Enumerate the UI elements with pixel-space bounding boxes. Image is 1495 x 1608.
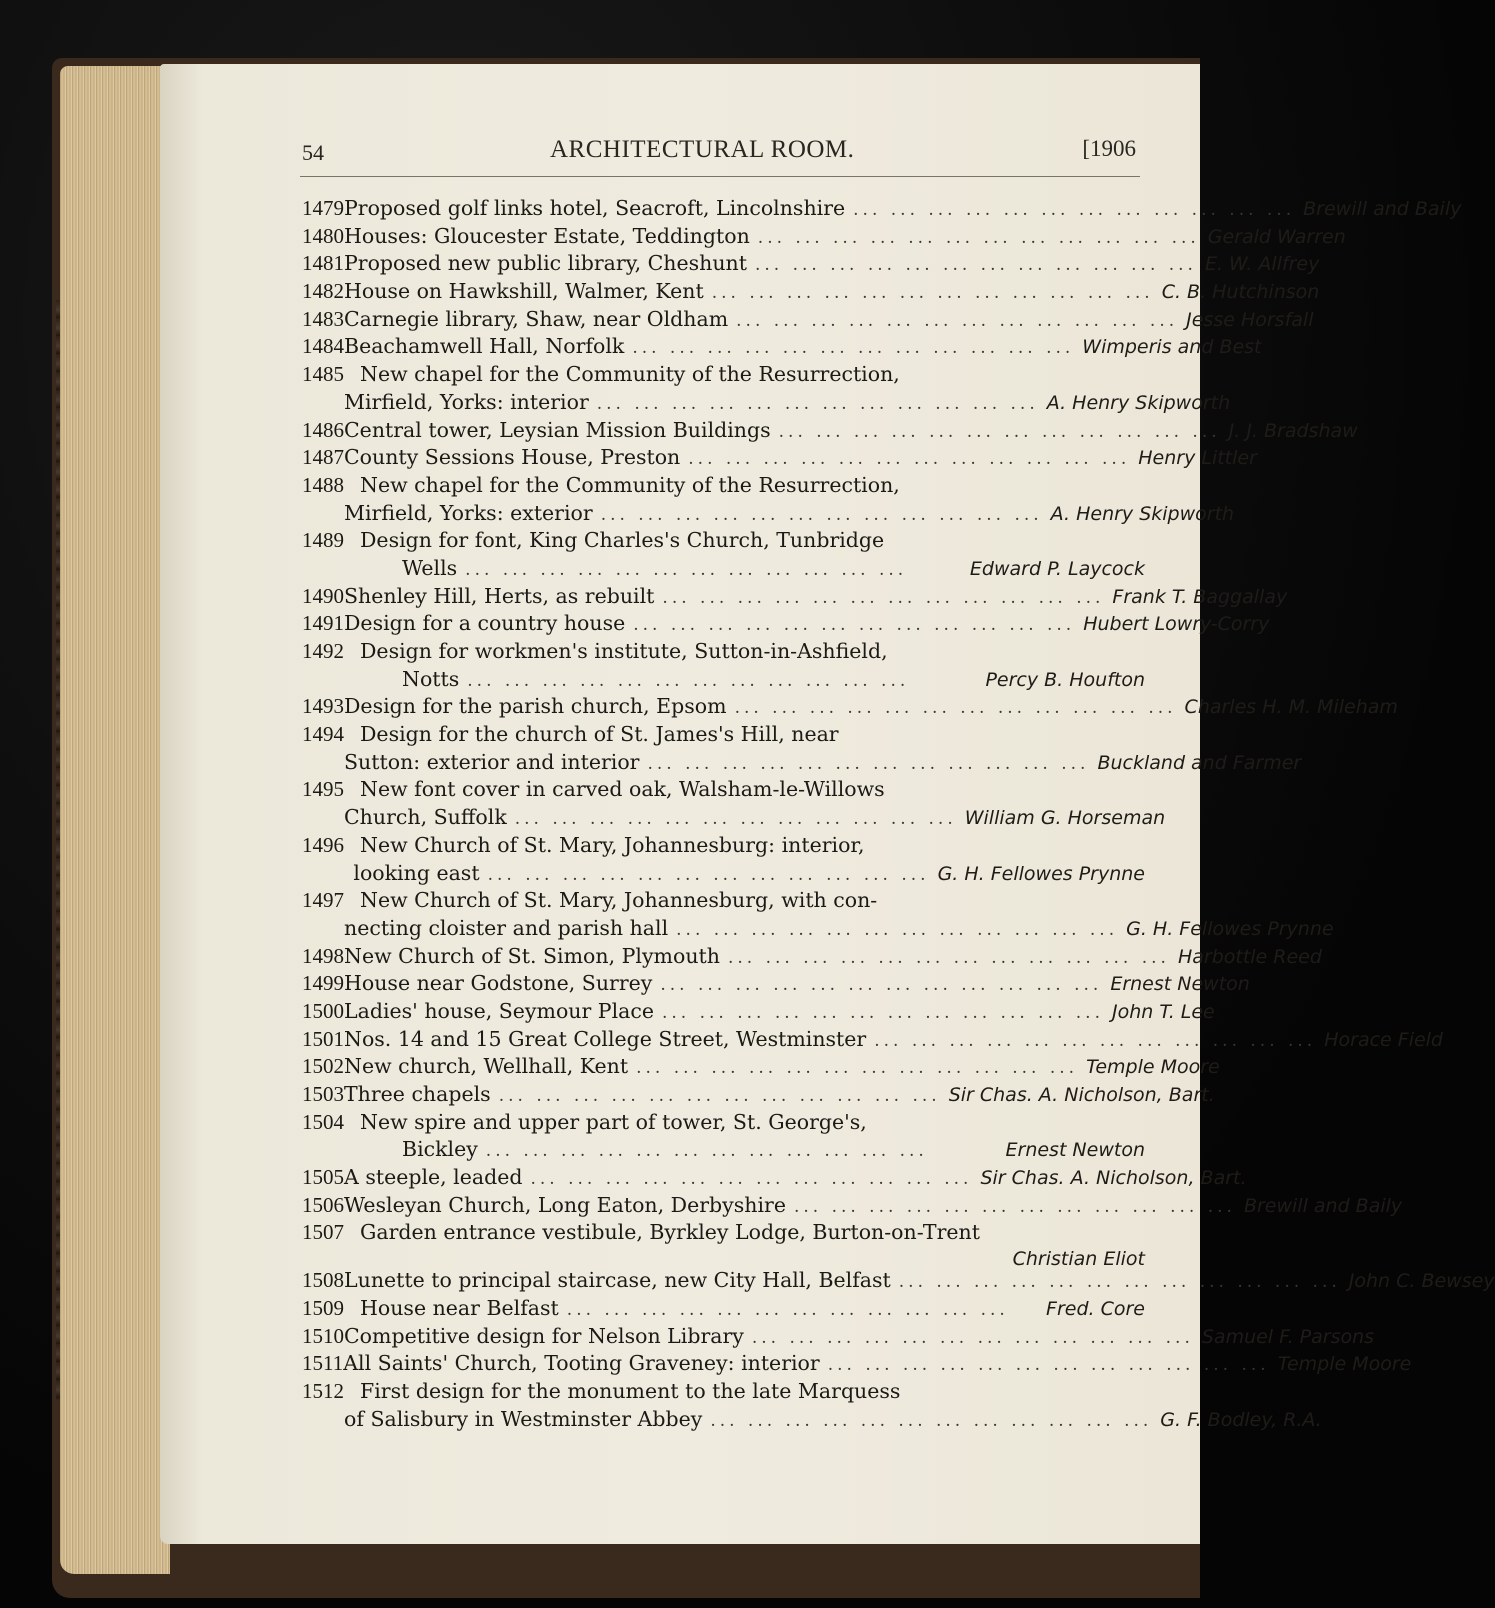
entry-number: 1501 [302, 1026, 344, 1051]
entry-architect: E. W. Allfrey [1204, 253, 1320, 276]
entry-title: Competitive design for Nelson Library [344, 1323, 744, 1348]
leader-dots: ... ... ... ... ... ... ... ... ... ... ... ... [514, 809, 957, 830]
entry-architect: Temple Moore [1277, 1353, 1412, 1376]
leader-dots: ... ... ... ... ... ... ... ... ... ... ... ... [793, 1196, 1236, 1217]
leader-dots: ... ... ... ... ... ... ... ... ... ... ... ... [487, 864, 930, 885]
entry-architect: Fred. Core [1046, 1297, 1145, 1320]
catalogue-entry [300, 1323, 1375, 1352]
entry-architect: Gerald Warren [1207, 225, 1346, 248]
catalogue-entry [300, 445, 1257, 473]
leader-dots: ... ... ... ... ... ... ... ... ... ... ... ... [660, 975, 1103, 996]
leader-dots: ... ... ... ... ... ... ... ... ... ... ... ... [853, 200, 1296, 220]
leader-dots: ... ... ... ... ... ... ... ... ... ... ... ... [827, 1355, 1270, 1376]
catalogue-entry [300, 1192, 1403, 1221]
catalogue-entry [300, 279, 1320, 307]
leader-dots: ... ... ... ... ... ... ... ... ... ... ... ... [498, 1086, 941, 1106]
entry-architect: G. F. Bodley, R.A. [1160, 1408, 1322, 1431]
leader-dots: ... ... ... ... ... ... ... ... ... ... ... ... [662, 587, 1105, 608]
entry-title: Proposed golf links hotel, Seacroft, Lincolnshire [344, 196, 846, 220]
catalogue-entry [300, 694, 1398, 722]
catalogue-entry [300, 334, 1262, 362]
entry-architect: A. Henry Skipworth [1050, 502, 1235, 525]
entry-title: Bickley [402, 1137, 478, 1162]
entry-title: Beachamwell Hall, Norfolk [344, 334, 625, 359]
entry-architect: Henry Littler [1138, 447, 1257, 470]
entry-number: 1491 [302, 611, 344, 636]
entry-title: Design for workmen's institute, Sutton-in-Ashfield, [360, 639, 888, 663]
page-title: ARCHITECTURAL ROOM. [550, 136, 855, 163]
catalogue-entry [300, 251, 1320, 279]
leader-dots: ... ... ... ... ... ... ... ... ... ... ... ... [751, 1327, 1194, 1348]
leader-dots: ... ... ... ... ... ... ... ... ... ... ... ... [710, 1410, 1153, 1431]
entry-title: Design for a country house [344, 611, 626, 636]
catalogue-entry [300, 1082, 1215, 1110]
entry-title: Proposed new public library, Cheshunt [344, 251, 747, 276]
entry-number: 1484 [302, 334, 344, 359]
entry-architect: John C. Bewsey [1348, 1270, 1495, 1293]
leader-dots: ... ... ... ... ... ... ... ... ... ... ... ... [662, 1002, 1104, 1023]
entry-number: 1505 [302, 1165, 344, 1190]
entry-title: Design for font, King Charles's Church, Tunbridge [360, 528, 885, 553]
entry-architect: Ernest Newton [1110, 973, 1250, 996]
entry-number: 1489 [302, 528, 344, 553]
leader-dots: ... ... ... ... ... ... ... ... ... ... ... ... [757, 227, 1200, 248]
entry-architect: J. J. Bradshaw [1228, 419, 1358, 442]
entry-number: 1482 [302, 279, 344, 304]
entry-number: 1494 [302, 722, 344, 747]
catalogue-list [300, 196, 1495, 1434]
leader-dots: ... ... ... ... ... ... ... ... ... ... ... ... [596, 393, 1039, 414]
leader-dots: ... ... ... ... ... ... ... ... ... ... ... ... [778, 421, 1221, 442]
catalogue-entry [300, 472, 1235, 528]
entry-title: County Sessions House, Preston [344, 445, 681, 470]
catalogue-entry [300, 1026, 1443, 1055]
leader-dots: ... ... ... ... ... ... ... ... ... ... ... ... [688, 449, 1131, 470]
entry-title: Mirfield, Yorks: interior [344, 389, 589, 414]
entry-number: 1492 [302, 639, 344, 663]
entry-title: New chapel for the Community of the Resurrection, [360, 472, 900, 497]
entry-number: 1486 [302, 417, 344, 442]
entry-number: 1495 [302, 777, 344, 802]
page-year: [1906 [1082, 136, 1136, 161]
entry-number: 1480 [302, 223, 344, 248]
entry-architect: Sir Chas. A. Nicholson, Bart. [948, 1084, 1215, 1106]
entry-title: Sutton: exterior and interior [344, 749, 640, 774]
leader-dots: ... ... ... ... ... ... ... ... ... ... ... ... [754, 255, 1197, 276]
catalogue-entry [300, 1220, 1145, 1271]
entry-architect: Ernest Newton [1005, 1139, 1145, 1162]
entry-architect: Sir Chas. A. Nicholson, Bart. [980, 1167, 1247, 1190]
entry-title: First design for the monument to the late Marquess [360, 1378, 901, 1403]
catalogue-entry [300, 888, 1334, 943]
entry-number: 1497 [302, 888, 344, 913]
entry-architect: Percy B. Houfton [985, 668, 1145, 691]
page-header [300, 136, 1140, 172]
entry-architect: Samuel F. Parsons [1201, 1325, 1375, 1348]
entry-number: 1502 [302, 1054, 344, 1079]
entry-title: Garden entrance vestibule, Byrkley Lodge, Burton-on-Trent [360, 1220, 980, 1245]
entry-architect: G. H. Fellowes Prynne [937, 862, 1145, 885]
catalogue-entry [300, 362, 1231, 417]
entry-number: 1503 [302, 1082, 344, 1106]
catalogue-entry [300, 583, 1288, 612]
entry-number: 1510 [302, 1323, 344, 1348]
entry-architect: Harbottle Reed [1177, 945, 1322, 968]
catalogue-entry [300, 223, 1346, 252]
entry-number: 1483 [302, 306, 344, 331]
catalogue-entry [300, 833, 1145, 888]
entry-title: All Saints' Church, Tooting Graveney: interior [343, 1351, 820, 1376]
entry-title: Shenley Hill, Herts, as rebuilt [344, 583, 655, 608]
catalogue-entry [300, 417, 1358, 446]
catalogue-entry [300, 1054, 1220, 1082]
entry-number: 1500 [302, 998, 344, 1023]
entry-number: 1506 [302, 1192, 344, 1217]
leader-dots: ... ... ... ... ... ... ... ... ... ... ... ... [636, 1058, 1079, 1079]
leader-dots: ... ... ... ... ... ... ... ... ... ... ... ... [485, 1141, 928, 1162]
entry-title: Ladies' house, Seymour Place [344, 998, 654, 1023]
entry-title: New Church of St. Mary, Johannesburg: interior, [360, 832, 865, 857]
entry-architect: Frank T. Baggallay [1112, 585, 1288, 608]
entry-number: 1496 [302, 832, 344, 857]
entry-title: Design for the parish church, Epsom [344, 694, 727, 719]
entry-title: New Church of St. Simon, Plymouth [344, 943, 720, 968]
catalogue-entry [300, 1165, 1247, 1193]
catalogue-entry [300, 528, 1145, 583]
entry-architect: Brewill and Baily [1243, 1194, 1403, 1217]
entry-architect: Jesse Horsfall [1186, 308, 1314, 331]
leader-dots: ... ... ... ... ... ... ... ... ... ... ... ... [467, 670, 910, 691]
leader-dots: ... ... ... ... ... ... ... ... ... ... ... ... [736, 310, 1179, 331]
entry-architect: Charles H. M. Mileham [1184, 696, 1398, 719]
entry-architect: Wimperis and Best [1082, 336, 1262, 359]
entry-title: House on Hawkshill, Walmer, Kent [344, 279, 704, 304]
entry-title: New Church of St. Mary, Johannesburg, with con- [360, 888, 878, 913]
entry-architect: Brewill and Baily [1303, 198, 1462, 220]
catalogue-entry [300, 1268, 1495, 1296]
entry-number: 1507 [302, 1220, 344, 1245]
leader-dots: ... ... ... ... ... ... ... ... ... ... ... ... [633, 615, 1076, 636]
entry-number: 1509 [302, 1295, 344, 1320]
entry-architect: John T. Lee [1111, 1000, 1215, 1023]
leader-dots: ... ... ... ... ... ... ... ... ... ... ... ... [711, 283, 1154, 304]
catalogue-entry [300, 1296, 1145, 1324]
entry-title: Notts [402, 666, 460, 691]
entry-title: Houses: Gloucester Estate, Teddington [344, 223, 750, 248]
leader-dots: ... ... ... ... ... ... ... ... ... ... ... ... [727, 947, 1170, 968]
entry-number: 1508 [302, 1268, 344, 1293]
entry-title: Mirfield, Yorks: exterior [344, 500, 593, 525]
catalogue-entry [300, 971, 1250, 999]
entry-title: New font cover in carved oak, Walsham-le-Willows [360, 777, 885, 802]
catalogue-entry [300, 196, 1462, 224]
leader-dots: ... ... ... ... ... ... ... ... ... ... ... ... [632, 338, 1075, 359]
entry-title: Carnegie library, Shaw, near Oldham [344, 306, 729, 331]
entry-title: Nos. 14 and 15 Great College Street, Westminster [344, 1026, 867, 1051]
entry-number: 1485 [302, 362, 344, 387]
entry-title: Church, Suffolk [344, 805, 507, 830]
page-number: 54 [302, 140, 324, 165]
entry-architect: C. B. Hutchinson [1161, 281, 1320, 304]
entry-number: 1479 [302, 196, 344, 220]
leader-dots: ... ... ... ... ... ... ... ... ... ... ... ... [874, 1030, 1317, 1051]
entry-number: 1511 [302, 1351, 344, 1376]
catalogue-entry [300, 1110, 1145, 1165]
catalogue-entry [300, 611, 1270, 639]
page-edges [60, 66, 170, 1574]
entry-title: New church, Wellhall, Kent [344, 1054, 629, 1079]
catalogue-entry [300, 1351, 1412, 1379]
catalogue-entry [300, 639, 1145, 694]
entry-title: looking east [353, 860, 480, 885]
entry-architect: Edward P. Laycock [969, 557, 1145, 580]
leader-dots: ... ... ... ... ... ... ... ... ... ... ... ... [566, 1299, 1009, 1320]
entry-architect: William G. Horseman [964, 807, 1166, 830]
header-rule [300, 176, 1140, 177]
catalogue-entry [300, 943, 1322, 972]
entry-title: necting cloister and parish hall [344, 915, 669, 940]
entry-architect: Christian Eliot [1012, 1248, 1145, 1271]
entry-title: A steeple, leaded [344, 1165, 523, 1190]
entry-architect: Buckland and Farmer [1097, 751, 1302, 774]
entry-title: Three chapels [344, 1082, 491, 1106]
leader-dots: ... ... ... ... ... ... ... ... ... ... ... ... [898, 1272, 1341, 1293]
entry-number: 1488 [302, 472, 344, 497]
entry-title: of Salisbury in Westminster Abbey [344, 1406, 703, 1431]
entry-architect: A. Henry Skipworth [1046, 391, 1231, 414]
entry-number: 1512 [302, 1378, 344, 1403]
entry-number: 1493 [302, 694, 344, 719]
entry-number: 1498 [302, 943, 344, 968]
entry-architect: Temple Moore [1086, 1056, 1220, 1079]
entry-title: House near Belfast [360, 1295, 559, 1320]
entry-title: New chapel for the Community of the Resurrection, [360, 362, 900, 387]
entry-number: 1487 [302, 445, 344, 470]
entry-title: Lunette to principal staircase, new City Hall, Belfast [344, 1268, 891, 1293]
entry-number: 1504 [302, 1109, 344, 1134]
entry-number: 1490 [302, 583, 344, 608]
entry-architect: G. H. Fellowes Prynne [1126, 917, 1334, 940]
entry-title: Wesleyan Church, Long Eaton, Derbyshire [344, 1192, 786, 1217]
catalogue-entry [300, 306, 1314, 335]
entry-title: Design for the church of St. James's Hill, near [360, 722, 839, 747]
leader-dots: ... ... ... ... ... ... ... ... ... ... ... ... [530, 1169, 973, 1190]
leader-dots: ... ... ... ... ... ... ... ... ... ... ... ... [600, 504, 1043, 525]
entry-title: Central tower, Leysian Mission Buildings [344, 417, 771, 442]
entry-architect: Hubert Lowry-Corry [1083, 613, 1270, 636]
entry-number: 1481 [302, 251, 344, 276]
entry-title: House near Godstone, Surrey [344, 971, 653, 996]
leader-dots: ... ... ... ... ... ... ... ... ... ... ... ... [676, 919, 1119, 940]
entry-number: 1499 [302, 971, 344, 996]
leader-dots: ... ... ... ... ... ... ... ... ... ... ... ... [465, 559, 908, 580]
catalogue-entry [300, 722, 1302, 777]
catalogue-entry [300, 777, 1166, 832]
entry-title: New spire and upper part of tower, St. George's, [360, 1109, 867, 1134]
entry-title: Wells [402, 555, 458, 580]
catalogue-entry [300, 1378, 1322, 1434]
leader-dots: ... ... ... ... ... ... ... ... ... ... ... ... [647, 753, 1090, 774]
leader-dots: ... ... ... ... ... ... ... ... ... ... ... ... [734, 698, 1177, 719]
entry-architect: Horace Field [1324, 1028, 1443, 1051]
catalogue-entry [300, 998, 1215, 1027]
